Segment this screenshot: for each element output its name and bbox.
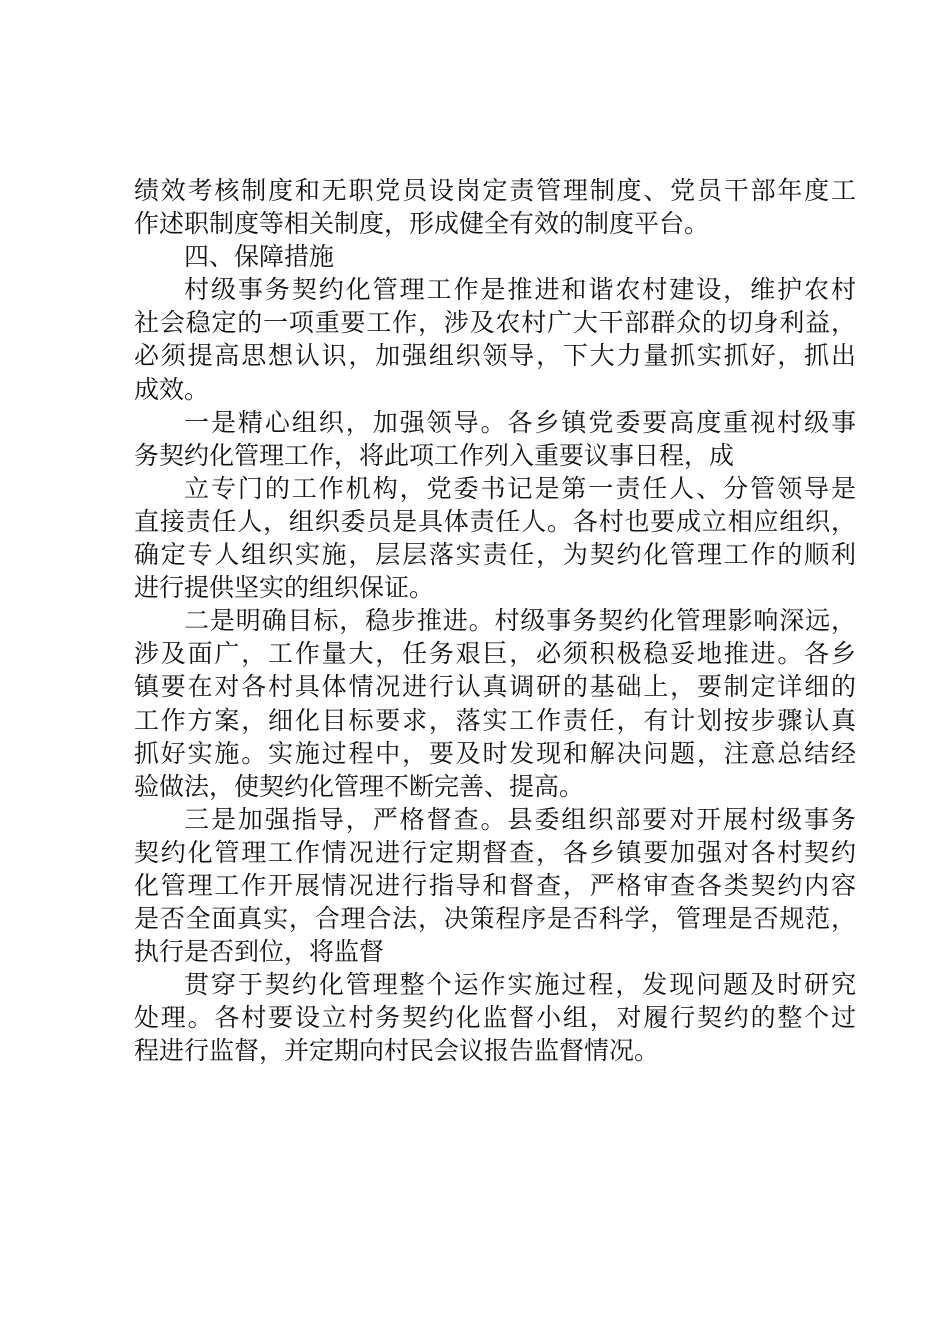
text-line: 抓好实施。实施过程中，要及时发现和解决问题，注意总结经 (134, 738, 856, 768)
text-line: 必须提高思想认识，加强组织领导，下大力量抓实抓好，抓出 (134, 341, 856, 371)
text-line: 作述职制度等相关制度，形成健全有效的制度平台。 (134, 209, 710, 239)
text-line: 务契约化管理工作，将此项工作列入重要议事日程，成 (134, 440, 735, 470)
text-line: 直接责任人，组织委员是具体责任人。各村也要成立相应组织， (134, 506, 856, 536)
text-line: 工作方案，细化目标要求，落实工作责任，有计划按步骤认真 (134, 705, 856, 735)
text-line: 一是精心组织，加强领导。各乡镇党委要高度重视村级事 (184, 407, 856, 437)
text-line: 镇要在对各村具体情况进行认真调研的基础上，要制定详细的 (134, 672, 856, 702)
text-line: 化管理工作开展情况进行指导和督查，严格审查各类契约内容 (134, 870, 856, 900)
text-line: 是否全面真实，合理合法，决策程序是否科学，管理是否规范， (134, 904, 856, 934)
text-line: 二是明确目标，稳步推进。村级事务契约化管理影响深远， (184, 606, 856, 636)
text-line: 社会稳定的一项重要工作，涉及农村广大干部群众的切身利益， (134, 308, 856, 338)
text-line: 四、保障措施 (184, 242, 335, 272)
text-line: 契约化管理工作情况进行定期督查，各乡镇要加强对各村契约 (134, 837, 856, 867)
text-line: 涉及面广，工作量大，任务艰巨，必须积极稳妥地推进。各乡 (134, 639, 856, 669)
text-line: 成效。 (134, 374, 210, 404)
text-line: 村级事务契约化管理工作是推进和谐农村建设，维护农村 (184, 275, 856, 305)
text-line: 确定专人组织实施，层层落实责任，为契约化管理工作的顺利 (134, 540, 856, 570)
text-line: 绩效考核制度和无职党员设岗定责管理制度、党员干部年度工 (134, 176, 856, 205)
text-line: 验做法，使契约化管理不断完善、提高。 (134, 771, 585, 801)
text-line: 三是加强指导，严格督查。县委组织部要对开展村级事务 (184, 804, 856, 834)
text-line: 程进行监督，并定期向村民会议报告监督情况。 (134, 1036, 660, 1066)
text-line: 贯穿于契约化管理整个运作实施过程，发现问题及时研究 (184, 970, 856, 1000)
text-line: 进行提供坚实的组织保证。 (134, 573, 435, 603)
text-line: 执行是否到位，将监督 (134, 937, 385, 967)
text-line: 立专门的工作机构，党委书记是第一责任人、分管领导是 (184, 473, 856, 503)
document-body (134, 174, 856, 1068)
text-line: 处理。各村要设立村务契约化监督小组，对履行契约的整个过 (134, 1003, 856, 1033)
